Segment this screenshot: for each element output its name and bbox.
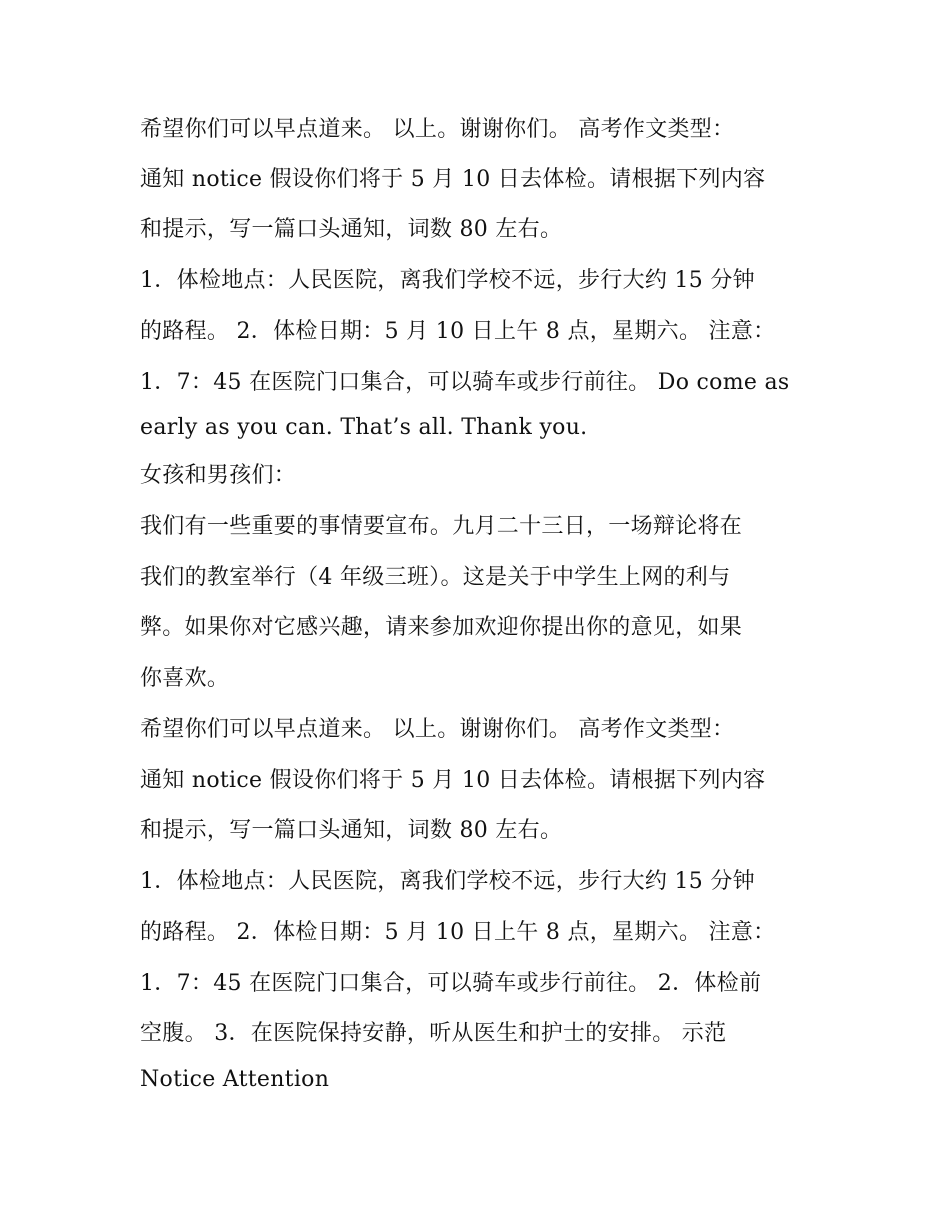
text-line: 1．7：45 在医院门口集合，可以骑车或步行前往。 2．体检前 (140, 971, 762, 996)
text-line: 我们的教室举行（4 年级三班）。这是关于中学生上网的利与 (140, 565, 731, 590)
text-line: 和提示，写一篇口头通知，词数 80 左右。 (140, 217, 563, 242)
text-line: 1．体检地点：人民医院，离我们学校不远，步行大约 15 分钟 (140, 268, 755, 293)
text-line: 通知 notice 假设你们将于 5 月 10 日去体检。请根据下列内容 (140, 167, 766, 192)
text-line: 女孩和男孩们： (140, 463, 297, 488)
text-line: 希望你们可以早点道来。 以上。谢谢你们。 高考作文类型： (140, 717, 735, 742)
text-line: Notice Attention (140, 1067, 330, 1092)
text-line: 和提示，写一篇口头通知，词数 80 左右。 (140, 818, 563, 843)
text-line: 1．体检地点：人民医院，离我们学校不远，步行大约 15 分钟 (140, 869, 755, 894)
text-line: 弊。如果你对它感兴趣，请来参加欢迎你提出你的意见，如果 (140, 615, 743, 640)
text-line: 通知 notice 假设你们将于 5 月 10 日去体检。请根据下列内容 (140, 768, 766, 793)
text-line: 的路程。 2．体检日期：5 月 10 日上午 8 点，星期六。 注意： (140, 319, 776, 344)
text-line: 你喜欢。 (140, 666, 230, 691)
text-line: 我们有一些重要的事情要宣布。九月二十三日，一场辩论将在 (140, 514, 743, 539)
text-line: 1．7：45 在医院门口集合，可以骑车或步行前往。 Do come as (140, 370, 790, 395)
text-line: 希望你们可以早点道来。 以上。谢谢你们。 高考作文类型： (140, 117, 735, 142)
text-line: 空腹。 3．在医院保持安静，听从医生和护士的安排。 示范 (140, 1021, 727, 1046)
text-line: early as you can. That’s all. Thank you. (140, 415, 588, 440)
text-line: 的路程。 2．体检日期：5 月 10 日上午 8 点，星期六。 注意： (140, 920, 776, 945)
